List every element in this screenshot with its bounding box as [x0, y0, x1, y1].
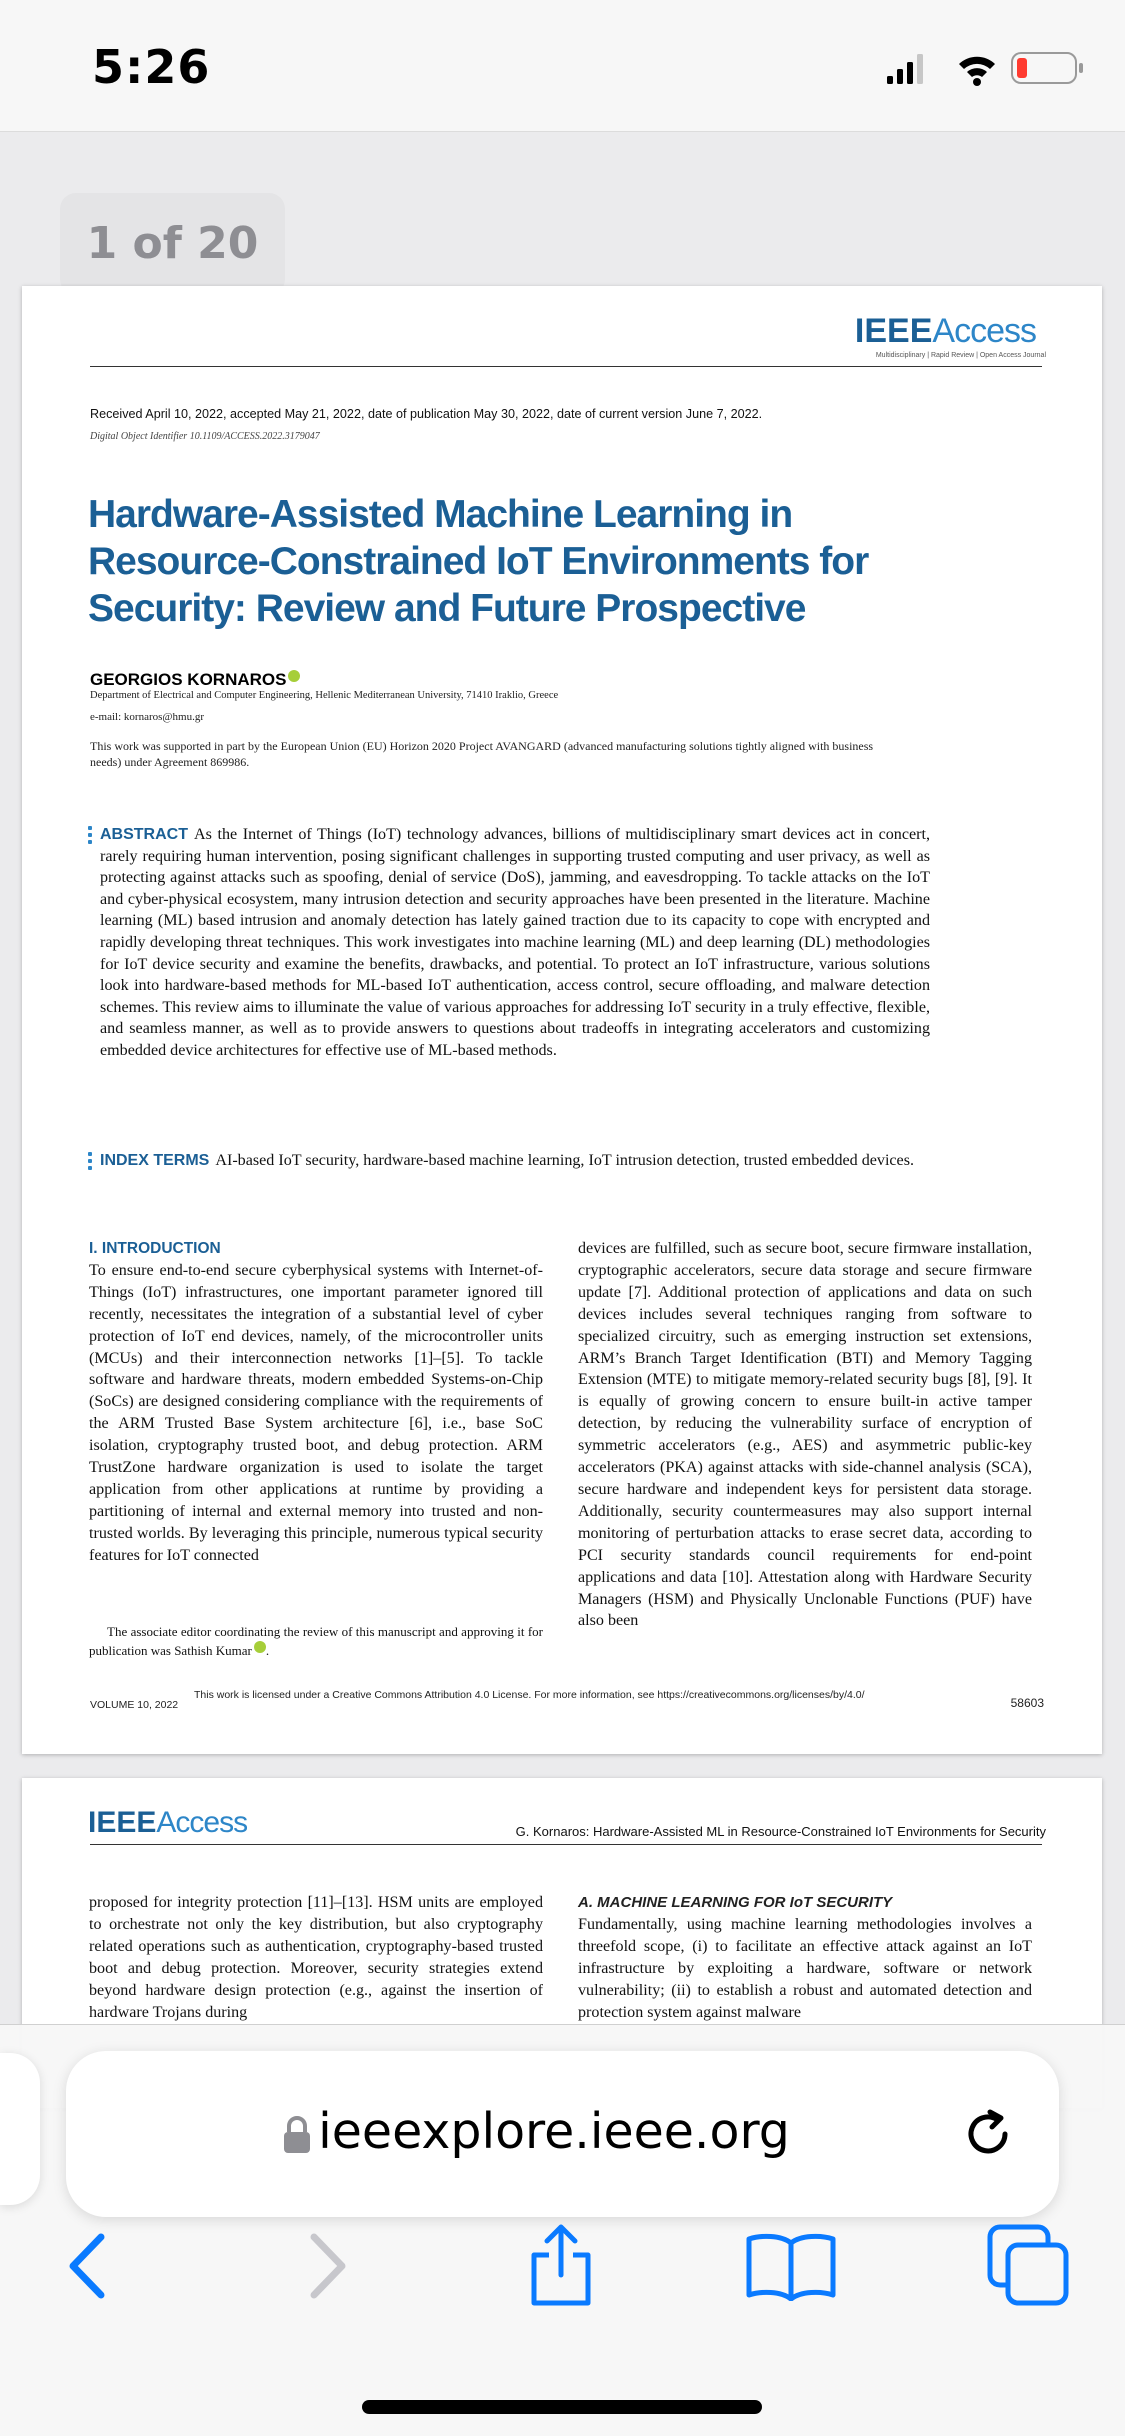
subsection-heading: A. MACHINE LEARNING FOR IoT SECURITY	[578, 1894, 893, 1911]
url-display[interactable]: ieeexplore.ieee.org	[66, 2103, 1006, 2160]
pdf-page-1	[22, 286, 1102, 1754]
abstract-marker	[88, 826, 92, 847]
address-bar[interactable]	[66, 2051, 1059, 2217]
tabs-icon	[986, 2223, 1072, 2309]
page2-column-2-text: Fundamentally, using machine learning methodologies involves a threefold scope, (i) to facilitate an effective attack against an IoT infrastructure by exploiting a hardware, software or network vulnerability; (ii) to establish a robust and automated detection and protection system against malware	[578, 1915, 1032, 2021]
section-heading: I. INTRODUCTION	[89, 1240, 221, 1257]
status-icons	[885, 50, 1085, 86]
home-indicator[interactable]	[362, 2400, 762, 2414]
share-icon	[526, 2223, 596, 2309]
bookmarks-button[interactable]	[736, 2211, 846, 2321]
running-header: G. Kornaros: Hardware-Assisted ML in Resource-Constrained IoT Environments for Security	[515, 1824, 1046, 1839]
doi: Digital Object Identifier 10.1109/ACCESS.2022.3179047	[90, 431, 320, 442]
index-terms-text: AI-based IoT security, hardware-based machine learning, IoT intrusion detection, trusted embedded devices.	[215, 1152, 914, 1169]
book-icon	[745, 2231, 837, 2301]
footer-volume: VOLUME 10, 2022	[90, 1699, 179, 1711]
abstract	[100, 824, 930, 1062]
funding-note: This work was supported in part by the European Union (EU) Horizon 2020 Project AVANGARD (advanced manufacturing solutions tightly aligned with business needs) under Agreement 869986.	[90, 739, 874, 769]
index-terms-marker	[88, 1152, 92, 1173]
page-counter: 1 of 20	[60, 193, 285, 295]
battery-icon	[1012, 53, 1083, 83]
author-affiliation: Department of Electrical and Computer Engineering, Hellenic Mediterranean University, 71410 Iraklio, Greece	[90, 690, 559, 701]
cellular-signal-icon	[887, 54, 923, 84]
status-time: 5:26	[92, 40, 211, 94]
orcid-icon[interactable]	[254, 1641, 266, 1653]
header-rule	[90, 366, 1042, 367]
received-dates: Received April 10, 2022, accepted May 21, 2022, date of publication May 30, 2022, date of current version June 7, 2022.	[90, 407, 763, 421]
author-email: e-mail: kornaros@hmu.gr	[90, 711, 204, 723]
wifi-icon	[959, 57, 995, 86]
author-name: GEORGIOS KORNAROS	[90, 670, 300, 690]
header-rule	[90, 1844, 1042, 1845]
back-button[interactable]	[33, 2211, 143, 2321]
chevron-right-icon	[302, 2231, 352, 2301]
column-1-text: To ensure end-to-end secure cyberphysical systems with Internet-of-Things (IoT) infrastructures, one important parameter ignored till recently, necessitates the integration of a substantial level of cyber protection of IoT end devices, namely, of the microcontroller units (MCUs) and their interconnection networks [1]–[5]. To tackle software and hardware threats, modern embedded Systems-on-Chip (SoCs) are designed considering compliance with the requirements of the ARM Trusted Base System architecture [6], i.e., base SoC isolation, cryptography trusted boot, and debug protection. ARM TrustZone hardware organization is used to isolate the target application from other applications at runtime by providing a partitioning of internal and external memory into trusted and non-trusted worlds. By leveraging this principle, numerous typical security features for IoT connected	[89, 1261, 543, 1564]
page2-column-1: proposed for integrity protection [11]–[13]. HSM units are employed to orchestrate not only the key distribution, but also cryptography related operations such as authentication, cryptography-based trusted boot and debug protection. Moreover, security strategies extend beyond hardware design protection (e.g., against the insertion of hardware Trojans during	[89, 1894, 543, 2021]
index-terms	[100, 1150, 930, 1172]
lock-icon	[282, 2115, 312, 2155]
status-bar	[0, 0, 1125, 132]
tabs-button[interactable]	[974, 2211, 1084, 2321]
abstract-heading: ABSTRACT	[100, 826, 188, 843]
previous-tab-peek[interactable]	[0, 2053, 40, 2205]
journal-logo: IEEEAccess	[88, 1806, 248, 1839]
editor-footnote: The associate editor coordinating the review of this manuscript and approving it for publication was Sathish Kumar .	[89, 1624, 543, 1658]
reload-icon[interactable]	[959, 2105, 1017, 2163]
browser-bottom-bar	[0, 2024, 1125, 2436]
body-column-2: devices are fulfilled, such as secure boot, secure firmware installation, cryptographic accelerators, secure data storage and secure firmware update [7]. Additional protection of applications and data on such devices includes several techniques ranging from software to specialized circuitry, such as emerging instruction set extensions, ARM’s Branch Target Identification (BTI) and Memory Tagging Extension (MTE) to mitigate memory-related security bugs [8], [9]. It is equally of growing concern to ensure built-in active tamper detection, by reducing the vulnerability surface of encryption of symmetric accelerators (e.g., AES) and asymmetric public-key accelerators (PKA) against attacks with side-channel analysis (SCA), secure hardware and independent keys for persistent data storage. Additionally, security countermeasures may also support internal monitoring of perturbation attacks to erase secret data, according to PCI security standards council requirements for end-point applications and data [10]. Attestation along with Hardware Security Managers (HSM) and Physically Unclonable Functions (PUF) have also been	[578, 1240, 1032, 1630]
index-terms-heading: INDEX TERMS	[100, 1152, 210, 1169]
share-button[interactable]	[506, 2211, 616, 2321]
orcid-icon[interactable]	[288, 670, 300, 682]
body-column-1	[89, 1238, 543, 1567]
abstract-text: As the Internet of Things (IoT) technology advances, billions of multidisciplinary smart devices act in concert, rarely requiring human intervention, posing significant challenges in supporting trusted computing and user privacy, as well as protecting against attacks such as spoofing, denial of service (DoS), jamming, and eavesdropping. To tackle attacks on the IoT and cyber-physical ecosystem, many intrusion detection and security approaches have been presented in the literature. Machine learning (ML) based intrusion and anomaly detection has lately gained traction due to its capacity to cope with encrypted and rapidly developing threat techniques. This work investigates into machine learning (ML) and deep learning (DL) methodologies for IoT device security and examine the benefits, drawbacks, and potential. To protect an IoT infrastructure, various solutions look into hardware-based methods for ML-based IoT authentication, access control, secure offloading, and malware detection schemes. This review aims to illuminate the value of various approaches for addressing IoT security in a truly effective, flexible, and seamless manner, as well as to provide answers to questions about tradeoffs in integrating accelerators and customizing embedded device architectures for effective use of ML-based methods.	[100, 826, 930, 1059]
journal-logo: IEEEAccess	[854, 312, 1036, 350]
footer-license: This work is licensed under a Creative Commons Attribution 4.0 License. For more information, see https://creativecommons.org/licenses/by/4.0/	[194, 1689, 865, 1701]
journal-tagline: Multidisciplinary | Rapid Review | Open Access Journal	[875, 352, 1046, 359]
page2-column-2	[578, 1892, 1032, 2023]
forward-button[interactable]	[272, 2211, 382, 2321]
paper-title: Hardware-Assisted Machine Learning in Resource-Constrained IoT Environments for Security: Review and Future Prospective	[88, 493, 869, 630]
chevron-left-icon	[63, 2231, 113, 2301]
footer-page-number: 58603	[1010, 1696, 1044, 1710]
